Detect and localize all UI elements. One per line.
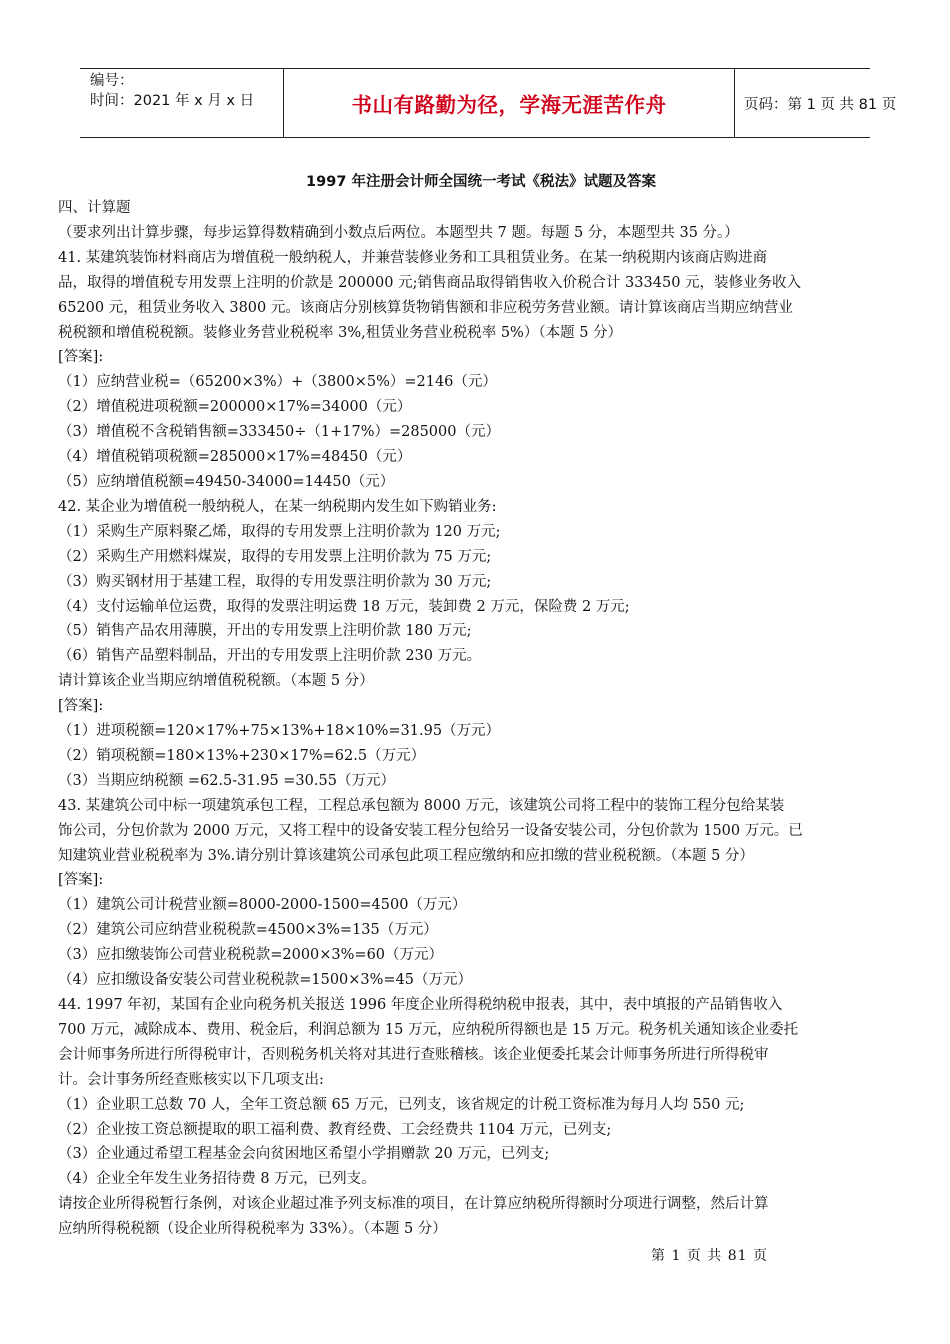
header-motto-cell (283, 69, 735, 137)
header-left-cell (80, 69, 283, 137)
body-line: 700 万元，减除成本、费用、税金后，利润总额为 15 万元，应纳税所得额也是 15 万元。税务机关通知该企业委托 (58, 1021, 799, 1038)
document-date: 时间：2021 年 x 月 x 日 (90, 93, 255, 109)
body-line: （4）应扣缴设备安装公司营业税税款=1500×3%=45（万元） (58, 972, 473, 989)
body-line: （4）增值税销项税额=285000×17%=48450（元） (58, 449, 412, 466)
body-line: 44. 1997 年初，某国有企业向税务机关报送 1996 年度企业所得税纳税申报表，其中，表中填报的产品销售收入 (58, 997, 783, 1013)
body-line: 饰公司，分包价款为 2000 万元，又将工程中的设备安装工程分包给另一设备安装公司，分包价款为 1500 万元。已 (58, 822, 803, 839)
body-line: [答案]: (58, 698, 104, 715)
body-line: （1）采购生产原料聚乙烯，取得的专用发票上注明价款为 120 万元; (58, 523, 501, 540)
body-line: （4）支付运输单位运费，取得的发票注明运费 18 万元，装卸费 2 万元，保险费 2 万元; (58, 598, 630, 615)
body-line: （3）增值税不含税销售额=333450÷（1+17%）=285000（元） (58, 424, 500, 441)
body-line: 请计算该企业当期应纳增值税税额。（本题 5 分） (58, 673, 374, 690)
body-line: （2）采购生产用燃料煤炭，取得的专用发票上注明价款为 75 万元; (58, 548, 492, 565)
body-line: 41. 某建筑装饰材料商店为增值税一般纳税人，并兼营装修业务和工具租赁业务。在某一纳税期内该商店购进商 (58, 249, 768, 266)
body-line: （3）企业通过希望工程基金会向贫困地区希望小学捐赠款 20 万元，已列支; (58, 1146, 550, 1163)
body-line: 43. 某建筑公司中标一项建筑承包工程，工程总承包额为 8000 万元，该建筑公司将工程中的装饰工程分包给某装 (58, 797, 785, 814)
body-line: （5）应纳增值税额=49450-34000=14450（元） (58, 473, 395, 490)
body-line: （1）企业职工总数 70 人，全年工资总额 65 万元，已列支，该省规定的计税工资标准为每月人均 550 元; (58, 1096, 745, 1113)
body-line: （3）应扣缴装饰公司营业税税款=2000×3%=60（万元） (58, 947, 444, 964)
header-page-info-cell (735, 69, 897, 137)
body-line: （2）企业按工资总额提取的职工福利费、教育经费、工会经费共 1104 万元，已列支; (58, 1121, 612, 1138)
body-lines (58, 196, 896, 1242)
document-number-label: 编号： (90, 73, 134, 89)
body-line: （4）企业全年发生业务招待费 8 万元，已列支。 (58, 1171, 376, 1188)
body-line: （6）销售产品塑料制品，开出的专用发票上注明价款 230 万元。 (58, 648, 482, 665)
body-line: 税税额和增值税税额。装修业务营业税税率 3%,租赁业务营业税税率 5%）（本题 5 分） (58, 324, 623, 341)
body-line: （1）应纳营业税=（65200×3%）+（3800×5%）=2146（元） (58, 374, 497, 391)
header-motto: 书山有路勤为径，学海无涯苦作舟 (351, 93, 667, 117)
body-line: （3）购买钢材用于基建工程，取得的专用发票注明价款为 30 万元; (58, 573, 492, 590)
body-line: 知建筑业营业税税率为 3%.请分别计算该建筑公司承包此项工程应缴纳和应扣缴的营业税税额。（本题 5 分） (58, 847, 754, 864)
body-line: （1）进项税额=120×17%+75×13%+18×10%=31.95（万元） (58, 723, 501, 740)
body-line: 42. 某企业为增值税一般纳税人，在某一纳税期内发生如下购销业务: (58, 498, 497, 515)
body-line: （要求列出计算步骤，每步运算得数精确到小数点后两位。本题型共 7 题。每题 5 分，本题型共 35 分。） (58, 224, 739, 241)
body-line: （3）当期应纳税额 =62.5-31.95 =30.55（万元） (58, 772, 395, 789)
body-line: （2）销项税额=180×13%+230×17%=62.5（万元） (58, 747, 426, 764)
body-line: （5）销售产品农用薄膜，开出的专用发票上注明价款 180 万元; (58, 623, 472, 640)
page-footer: 第 1 页 共 81 页 (651, 1248, 768, 1264)
body-line: （2）建筑公司应纳营业税税款=4500×3%=135（万元） (58, 922, 438, 939)
body-line: 请按企业所得税暂行条例，对该企业超过准予列支标准的项目，在计算应纳税所得额时分项进行调整，然后计算 (58, 1196, 769, 1213)
body-line: 四、计算题 (58, 200, 131, 216)
body-line: （1）建筑公司计税营业额=8000-2000-1500=4500（万元） (58, 897, 467, 914)
body-line: [答案]: (58, 349, 104, 366)
body-line: 品，取得的增值税专用发票上注明的价款是 200000 元;销售商品取得销售收入价税合计 333450 元，装修业务收入 (58, 274, 802, 291)
body-line: 计。会计事务所经查账核实以下几项支出: (58, 1071, 324, 1088)
body-line: [答案]: (58, 872, 104, 889)
body-line: 会计师事务所进行所得税审计，否则税务机关将对其进行查账稽核。该企业便委托某会计师事务所进行所得税审 (58, 1046, 769, 1063)
document-body (58, 168, 896, 1242)
page-header (80, 68, 897, 138)
header-page-info: 页码：第 1 页 共 81 页 (744, 96, 897, 113)
body-line: （2）增值税进项税额=200000×17%=34000（元） (58, 399, 412, 416)
body-line: 65200 元，租赁业务收入 3800 元。该商店分别核算货物销售额和非应税劳务营业额。请计算该商店当期应纳营业 (58, 299, 793, 316)
document-title: 1997 年注册会计师全国统一考试《税法》试题及答案 (306, 174, 656, 190)
body-line: 应纳所得税税额（设企业所得税税率为 33%）。（本题 5 分） (58, 1221, 447, 1238)
